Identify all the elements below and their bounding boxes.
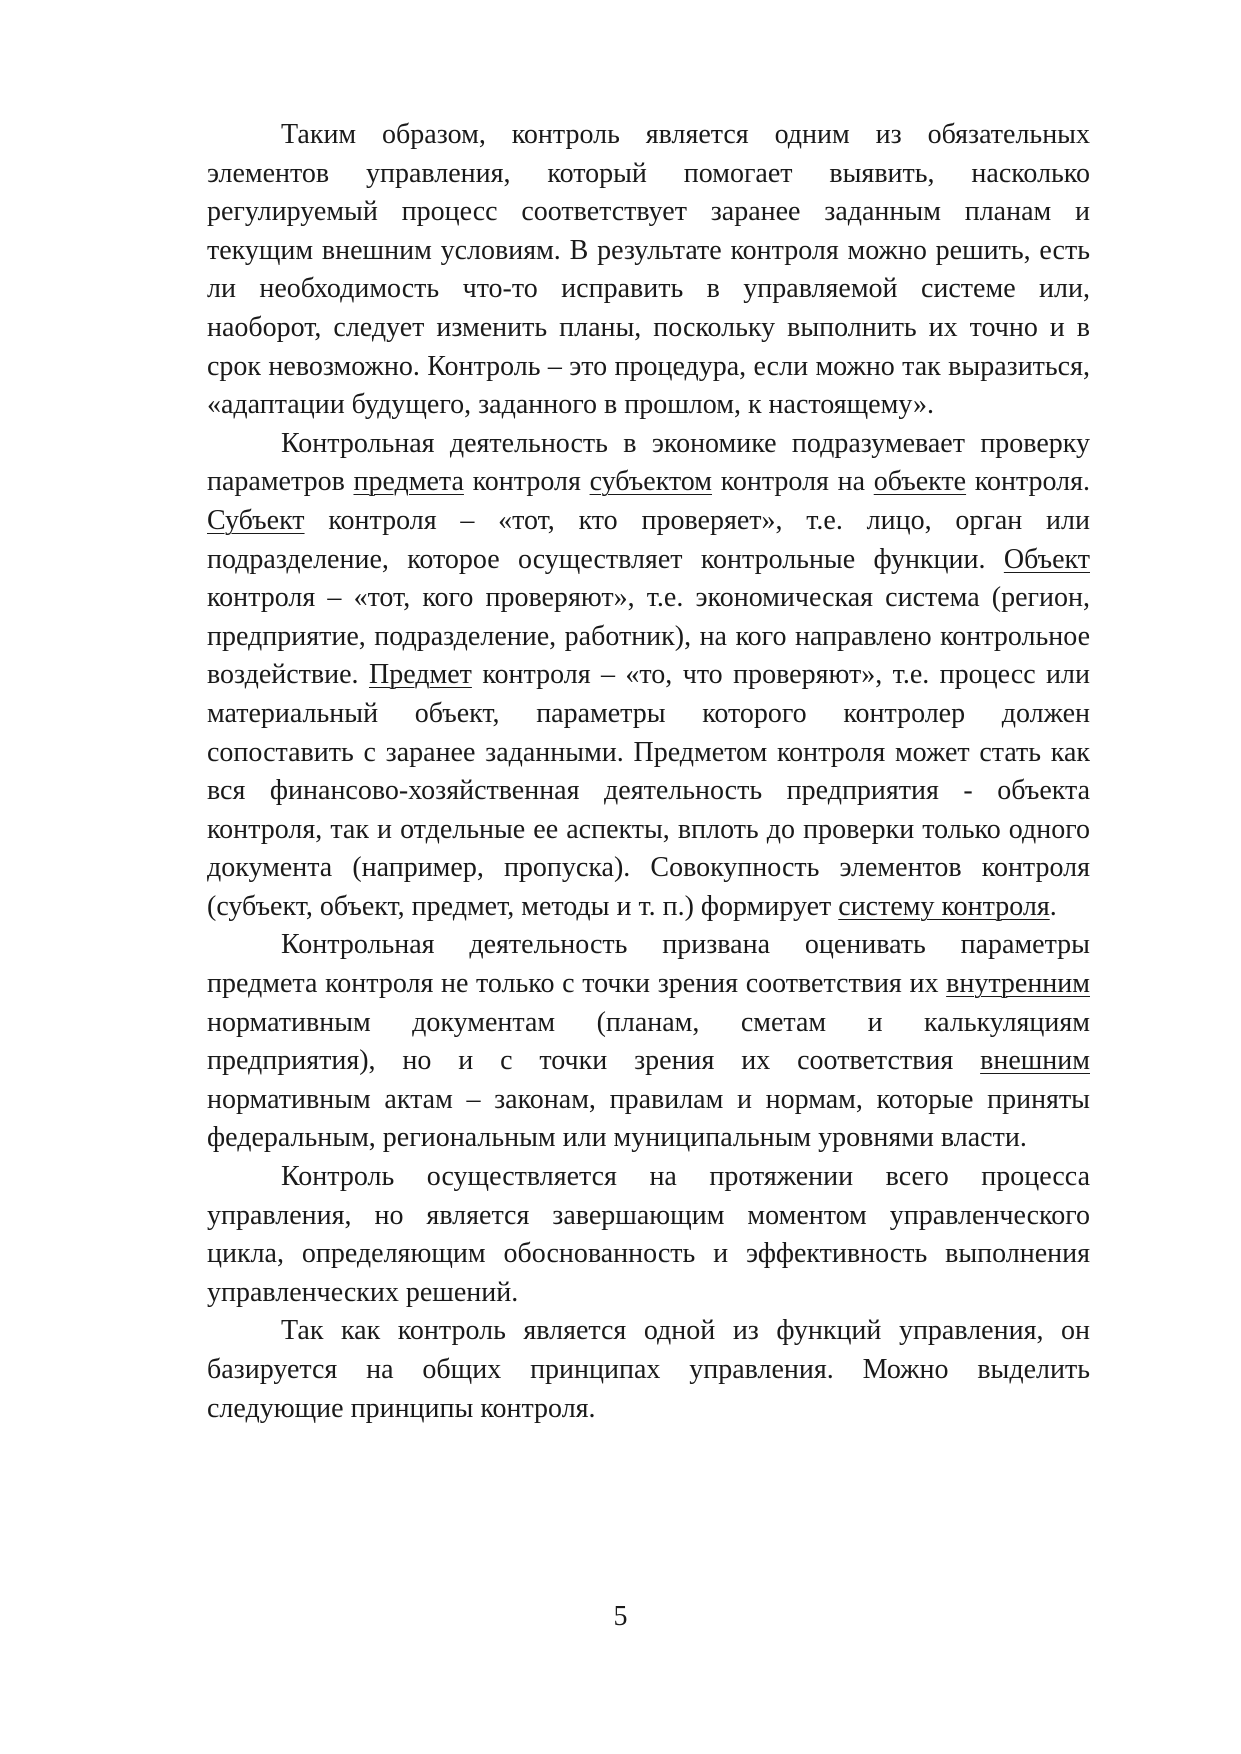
text-run: Контроль осуществляется на протяжении всего процесса управления, но является завершающим моментом управленческого цикла, определяющим обоснованность и эффективность выполнения управленческих решений.	[207, 1161, 1090, 1308]
underlined-term: предмета	[353, 466, 464, 498]
text-run: контроля.	[966, 466, 1090, 498]
text-run: контроля – «то, что проверяют», т.е. процесс или материальный объект, параметры которого контролер должен сопоставить с заранее заданными. Предметом контроля может стать как вся финансово-хозяйственная деятельность предприятия - объекта контроля, так и отдельные ее аспекты, вплоть до проверки только одного документа (например, пропуска). Совокупность элементов контроля (субъект, объект, предмет, методы и т. п.) формирует	[207, 659, 1091, 922]
text-run: контроля – «тот, кто проверяет», т.е. лицо, орган или подразделение, которое осуществляет контрольные функции.	[207, 504, 1090, 575]
underlined-term: внутренним	[946, 968, 1090, 1000]
paragraph	[207, 1158, 1090, 1312]
underlined-term: Объект	[1003, 543, 1090, 575]
text-run: Таким образом, контроль является одним из обязательных элементов управления, который помогает выявить, насколько регулируемый процесс соответствует заранее заданным планам и текущим внешним условиям. В результате контроля можно решить, есть ли необходимость что-то исправить в управляемой системе или, наоборот, следует изменить планы, поскольку выполнить их точно и в срок невозможно. Контроль – это процедура, если можно так выразиться, «адаптации будущего, заданного в прошлом, к настоящему».	[207, 119, 1090, 421]
text-run: Контрольная деятельность призвана оценивать параметры предмета контроля не только с точки зрения соответствия их	[207, 929, 1090, 1000]
page-number: 5	[613, 1601, 628, 1632]
text-run: контроля на	[712, 466, 874, 498]
text-run: Так как контроль является одной из функций управления, он базируется на общих принципах управления. Можно выделить следующие принципы контроля.	[207, 1315, 1090, 1424]
text-run: Контрольная деятельность в экономике подразумевает проверку параметров	[207, 427, 1090, 498]
underlined-term: внешним	[980, 1045, 1090, 1077]
body-text	[207, 116, 1090, 1428]
underlined-term: систему контроля	[838, 890, 1050, 922]
text-run: .	[1049, 890, 1057, 922]
paragraph	[207, 1312, 1090, 1428]
text-run: нормативным документам (планам, сметам и калькуляциям предприятия), но и с точки зрения их соответствия	[207, 1006, 1090, 1077]
text-run: контроля – «тот, кого проверяют», т.е. экономическая система (регион, предприятие, подразделение, работник), на кого направлено контрольное воздействие.	[207, 582, 1090, 691]
underlined-term: объекте	[873, 466, 967, 498]
paragraph	[207, 926, 1090, 1158]
underlined-term: Субъект	[207, 504, 305, 536]
paragraph	[207, 116, 1090, 425]
underlined-term: Предмет	[368, 659, 472, 691]
underlined-term: субъектом	[589, 466, 712, 498]
text-run: контроля	[463, 466, 590, 498]
paragraph	[207, 425, 1090, 927]
text-run: нормативным актам – законам, правилам и нормам, которые приняты федеральным, региональным или муниципальным уровнями власти.	[207, 1083, 1090, 1154]
